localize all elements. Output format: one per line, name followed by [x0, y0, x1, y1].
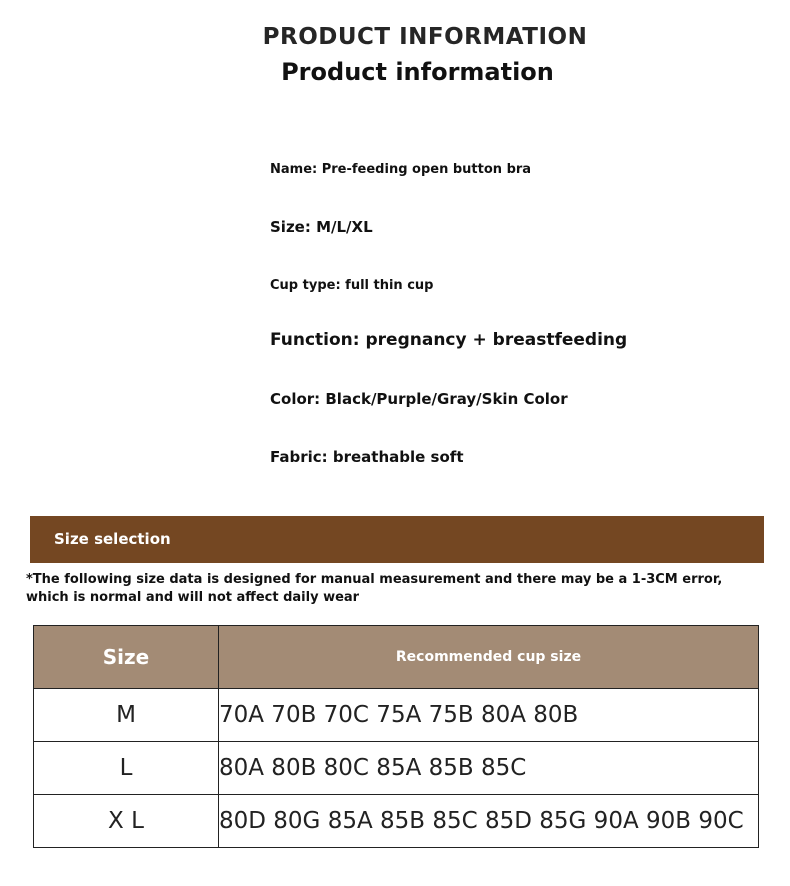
- measurement-note: *The following size data is designed for manual measurement and there may be a 1-3CM error, which is normal and will not affect daily wear: [26, 572, 723, 605]
- size-selection-banner: [30, 516, 764, 563]
- spec-function: Function: pregnancy + breastfeeding: [270, 330, 628, 350]
- table-row: [34, 689, 759, 742]
- spec-cup-type: Cup type: full thin cup: [270, 278, 434, 293]
- spec-name: Name: Pre-feeding open button bra: [270, 162, 532, 177]
- page-title-caps: PRODUCT INFORMATION: [262, 24, 588, 50]
- table-row: [34, 795, 759, 848]
- size-cell: M: [34, 689, 219, 742]
- spec-fabric: Fabric: breathable soft: [270, 448, 464, 466]
- size-cell: X L: [34, 795, 219, 848]
- size-cell: L: [34, 742, 219, 795]
- column-header-recommended-cup-size: Recommended cup size: [219, 626, 759, 689]
- spec-color: Color: Black/Purple/Gray/Skin Color: [270, 390, 568, 408]
- size-table: [33, 625, 759, 848]
- table-header-row: [34, 626, 759, 689]
- column-header-size: Size: [34, 626, 219, 689]
- spec-size: Size: M/L/XL: [270, 218, 373, 236]
- size-selection-title: Size selection: [54, 530, 171, 548]
- cup-size-cell: 80D 80G 85A 85B 85C 85D 85G 90A 90B 90C: [219, 795, 759, 848]
- table-row: [34, 742, 759, 795]
- cup-size-cell: 80A 80B 80C 85A 85B 85C: [219, 742, 759, 795]
- cup-size-cell: 70A 70B 70C 75A 75B 80A 80B: [219, 689, 759, 742]
- page-title: Product information: [281, 58, 554, 86]
